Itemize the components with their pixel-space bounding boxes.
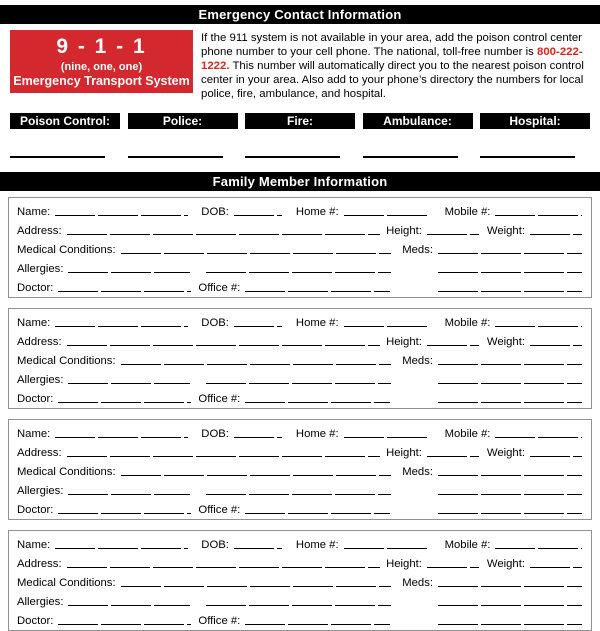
contact-line-slot	[245, 156, 355, 158]
member-row-medical	[17, 350, 582, 369]
member-row-doctor	[17, 499, 582, 518]
office-number-label: Office #:	[198, 393, 241, 405]
meds-label: Meds:	[402, 577, 433, 589]
mobile-number-line	[495, 326, 582, 327]
medical-conditions-label: Medical Conditions:	[17, 244, 116, 256]
member-row-allergies	[17, 591, 582, 610]
address-line	[67, 234, 381, 235]
member-row-name	[17, 423, 582, 442]
allergies-line	[68, 494, 190, 495]
meds-continuation-line-2	[438, 291, 582, 292]
contact-line-slot	[128, 156, 238, 158]
height-line	[427, 234, 479, 235]
weight-line	[530, 567, 582, 568]
dob-label: DOB:	[201, 206, 229, 218]
medical-conditions-label: Medical Conditions:	[17, 466, 116, 478]
member-section	[8, 308, 592, 409]
height-line	[427, 456, 479, 457]
member-row-doctor	[17, 277, 582, 296]
home-number-line	[344, 326, 429, 327]
name-line	[55, 437, 188, 438]
allergies-continuation-line	[206, 605, 391, 606]
name-line	[55, 326, 188, 327]
member-row-name	[17, 534, 582, 553]
address-line	[67, 567, 381, 568]
weight-line	[530, 456, 582, 457]
member-row-medical	[17, 572, 582, 591]
dob-line	[234, 326, 282, 327]
height-label: Height:	[386, 558, 422, 570]
allergies-continuation-line	[206, 272, 391, 273]
emergency-contact-header: Emergency Contact Information	[0, 5, 600, 24]
medical-conditions-line	[121, 586, 392, 587]
911-caption: Emergency Transport System	[13, 73, 190, 88]
member-row-doctor	[17, 388, 582, 407]
contact-label-hospital: Hospital:	[480, 113, 590, 129]
doctor-line	[58, 624, 191, 625]
office-number-line	[245, 402, 390, 403]
member-row-name	[17, 312, 582, 331]
home-number-line	[344, 215, 429, 216]
poison-control-fill-line	[10, 156, 105, 158]
dob-line	[234, 548, 282, 549]
member-row-allergies	[17, 480, 582, 499]
contact-line-slot	[363, 156, 473, 158]
office-number-label: Office #:	[198, 282, 241, 294]
medical-conditions-line	[121, 364, 392, 365]
home-number-label: Home #:	[295, 539, 339, 551]
name-label: Name:	[17, 317, 51, 329]
address-label: Address:	[17, 225, 62, 237]
contact-label-fire: Fire:	[245, 113, 355, 129]
address-label: Address:	[17, 558, 62, 570]
member-row-medical	[17, 461, 582, 480]
doctor-label: Doctor:	[17, 504, 54, 516]
name-line	[55, 548, 188, 549]
family-member-header: Family Member Information	[0, 172, 600, 191]
family-member-sections	[0, 197, 600, 631]
name-label: Name:	[17, 206, 51, 218]
height-line	[427, 567, 479, 568]
meds-continuation-line-2	[438, 402, 582, 403]
doctor-line	[58, 513, 191, 514]
address-label: Address:	[17, 336, 62, 348]
contact-line-slot	[10, 156, 120, 158]
contact-label-ambulance: Ambulance:	[363, 113, 473, 129]
medical-conditions-line	[121, 475, 392, 476]
dob-label: DOB:	[201, 428, 229, 440]
intro-section	[10, 30, 590, 101]
office-number-line	[245, 291, 390, 292]
weight-label: Weight:	[486, 558, 525, 570]
name-label: Name:	[17, 539, 51, 551]
contact-label-police: Police:	[128, 113, 238, 129]
911-callout	[10, 30, 193, 93]
member-row-address	[17, 442, 582, 461]
address-label: Address:	[17, 447, 62, 459]
contact-line-slot	[480, 156, 590, 158]
ambulance-fill-line	[363, 156, 458, 158]
weight-label: Weight:	[486, 336, 525, 348]
doctor-label: Doctor:	[17, 282, 54, 294]
mobile-number-line	[495, 215, 582, 216]
meds-label: Meds:	[402, 355, 433, 367]
hospital-fill-line	[480, 156, 575, 158]
meds-line	[438, 475, 582, 476]
home-number-label: Home #:	[295, 317, 339, 329]
doctor-line	[58, 402, 191, 403]
meds-continuation-line-2	[438, 513, 582, 514]
emergency-numbers-row	[10, 113, 590, 129]
poison-control-phone-number: 800-222-1222.	[201, 46, 583, 72]
weight-line	[530, 234, 582, 235]
name-label: Name:	[17, 428, 51, 440]
member-row-allergies	[17, 258, 582, 277]
emergency-numbers-fill-lines	[10, 156, 590, 158]
height-label: Height:	[386, 225, 422, 237]
height-label: Height:	[386, 447, 422, 459]
member-section	[8, 419, 592, 520]
member-row-address	[17, 220, 582, 239]
office-number-line	[245, 513, 390, 514]
mobile-number-line	[495, 548, 582, 549]
allergies-label: Allergies:	[17, 485, 64, 497]
member-row-address	[17, 553, 582, 572]
height-line	[427, 345, 479, 346]
mobile-number-label: Mobile #:	[444, 428, 491, 440]
weight-label: Weight:	[486, 225, 525, 237]
home-number-line	[344, 548, 429, 549]
911-subtitle: (nine, one, one)	[60, 60, 143, 73]
dob-line	[234, 437, 282, 438]
meds-label: Meds:	[402, 244, 433, 256]
medical-conditions-line	[121, 253, 392, 254]
doctor-line	[58, 291, 191, 292]
allergies-label: Allergies:	[17, 596, 64, 608]
meds-continuation-line-2	[438, 624, 582, 625]
911-number: 9 - 1 - 1	[56, 34, 147, 58]
dob-label: DOB:	[201, 317, 229, 329]
member-section	[8, 197, 592, 298]
address-line	[67, 456, 381, 457]
meds-line	[438, 586, 582, 587]
meds-continuation-line	[438, 383, 582, 384]
instructions-text-after: This number will automatically direct you to the nearest poison control center in your area. Also add to your phone’s directory the numbers for local police, fire, ambulance, and hospital.	[201, 60, 584, 100]
office-number-label: Office #:	[198, 615, 241, 627]
meds-continuation-line	[438, 605, 582, 606]
allergies-continuation-line	[206, 494, 391, 495]
allergies-line	[68, 383, 190, 384]
weight-line	[530, 345, 582, 346]
meds-label: Meds:	[402, 466, 433, 478]
instructions-text-before: If the 911 system is not available in your area, add the poison control center phone number to your cell phone. The national, toll-free number is	[201, 32, 582, 58]
police-fill-line	[128, 156, 223, 158]
medical-conditions-label: Medical Conditions:	[17, 355, 116, 367]
doctor-label: Doctor:	[17, 393, 54, 405]
dob-label: DOB:	[201, 539, 229, 551]
mobile-number-label: Mobile #:	[444, 539, 491, 551]
office-number-line	[245, 624, 390, 625]
mobile-number-label: Mobile #:	[444, 317, 491, 329]
allergies-label: Allergies:	[17, 374, 64, 386]
member-row-doctor	[17, 610, 582, 629]
meds-continuation-line	[438, 272, 582, 273]
member-row-medical	[17, 239, 582, 258]
poison-control-instructions	[201, 30, 587, 101]
fire-fill-line	[245, 156, 340, 158]
member-row-name	[17, 201, 582, 220]
allergies-line	[68, 605, 190, 606]
height-label: Height:	[386, 336, 422, 348]
allergies-line	[68, 272, 190, 273]
name-line	[55, 215, 188, 216]
member-section	[8, 530, 592, 631]
doctor-label: Doctor:	[17, 615, 54, 627]
home-number-line	[344, 437, 429, 438]
member-row-allergies	[17, 369, 582, 388]
home-number-label: Home #:	[295, 428, 339, 440]
home-number-label: Home #:	[295, 206, 339, 218]
meds-continuation-line	[438, 494, 582, 495]
meds-line	[438, 364, 582, 365]
member-row-address	[17, 331, 582, 350]
medical-conditions-label: Medical Conditions:	[17, 577, 116, 589]
meds-line	[438, 253, 582, 254]
address-line	[67, 345, 381, 346]
mobile-number-line	[495, 437, 582, 438]
allergies-label: Allergies:	[17, 263, 64, 275]
dob-line	[234, 215, 282, 216]
emergency-contact-form	[0, 5, 600, 631]
mobile-number-label: Mobile #:	[444, 206, 491, 218]
allergies-continuation-line	[206, 383, 391, 384]
weight-label: Weight:	[486, 447, 525, 459]
contact-label-poison-control: Poison Control:	[10, 113, 120, 129]
office-number-label: Office #:	[198, 504, 241, 516]
